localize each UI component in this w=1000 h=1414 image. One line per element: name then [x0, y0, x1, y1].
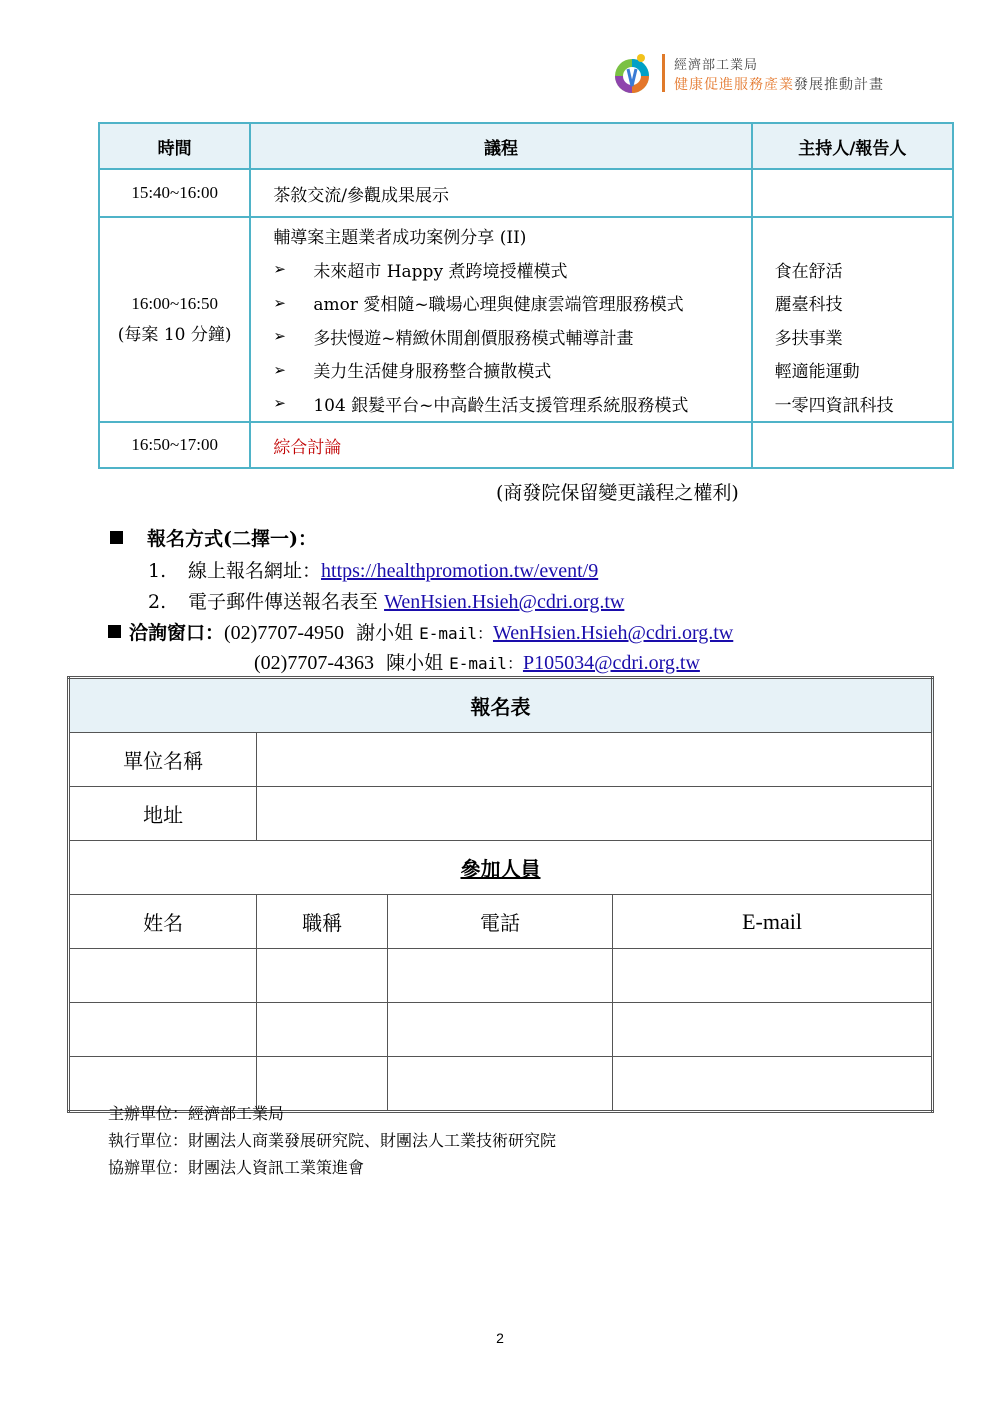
- participants-heading: [69, 841, 933, 895]
- presenter-name: 輕適能運動: [774, 362, 860, 383]
- presenter-name: 一零四資訊科技: [774, 395, 894, 416]
- header-divider: [662, 54, 665, 92]
- co-organizer-line: 協辦單位：財團法人資訊工業策進會: [108, 1158, 365, 1177]
- contact-phone: (02)7707-4363: [254, 652, 374, 674]
- agenda-topic: [250, 217, 751, 422]
- case-title: amor 愛相隨~職場心理與健康雲端管理服務模式: [313, 295, 684, 316]
- table-row: [69, 787, 933, 841]
- col-presenter-header: 主持人/報告人: [752, 123, 953, 169]
- case-title: 美力生活健身服務整合擴散模式: [313, 362, 552, 383]
- agenda-presenter: [752, 169, 953, 217]
- presenter-name: 麗臺科技: [774, 295, 843, 316]
- email-cell[interactable]: [613, 949, 933, 1003]
- header-program-highlight: 健康促進服務產業: [674, 77, 794, 93]
- form-title: 報名表: [69, 678, 933, 733]
- email-cell[interactable]: [613, 1057, 933, 1112]
- table-row: [99, 169, 953, 217]
- contact-email-link[interactable]: P105034@cdri.org.tw: [522, 652, 700, 674]
- agenda-presenter: [752, 217, 953, 422]
- contact-name: 陳小姐: [386, 652, 444, 674]
- arrow-bullet-icon: ➢: [273, 360, 286, 379]
- name-cell[interactable]: [69, 1003, 257, 1057]
- agenda-presenter: [752, 422, 953, 468]
- table-row: [99, 422, 953, 468]
- arrow-bullet-icon: ➢: [273, 293, 286, 312]
- list-item: [273, 253, 749, 287]
- registration-form-table: [67, 676, 934, 1113]
- organizer-line: 主辦單位：經濟部工業局: [108, 1104, 285, 1123]
- agenda-topic: 綜合討論: [250, 422, 751, 468]
- phone-cell[interactable]: [387, 1003, 612, 1057]
- agenda-header-row: [99, 123, 953, 169]
- contact-name: 謝小姐: [356, 622, 414, 644]
- agenda-time-range: 16:00~16:50: [131, 294, 218, 313]
- list-item: [273, 286, 749, 320]
- table-row: [69, 949, 933, 1003]
- col-email-header: E-mail: [613, 895, 933, 949]
- address-field[interactable]: [257, 787, 933, 841]
- header-program: [674, 74, 884, 94]
- step-label: 電子郵件傳送報名表至: [188, 591, 379, 613]
- col-title-header: 職稱: [257, 895, 388, 949]
- table-row: [69, 1003, 933, 1057]
- contact-line-2: [254, 648, 700, 675]
- footer-organizers: [108, 1100, 556, 1181]
- registration-title: 報名方式(二擇一)：: [147, 528, 317, 550]
- step-number: 1.: [148, 560, 167, 582]
- agenda-time: 15:40~16:00: [99, 169, 250, 217]
- registration-url-link[interactable]: https://healthpromotion.tw/event/9: [321, 560, 599, 582]
- address-label: 地址: [69, 787, 257, 841]
- title-cell[interactable]: [257, 949, 388, 1003]
- unit-name-field[interactable]: [257, 733, 933, 787]
- contact-line-1: [108, 618, 733, 645]
- case-title: 未來超市 Happy 煮跨境授權模式: [313, 261, 568, 282]
- unit-name-label: 單位名稱: [69, 733, 257, 787]
- case-title: 104 銀髮平台~中高齡生活支援管理系統服務模式: [313, 395, 689, 416]
- arrow-bullet-icon: ➢: [273, 394, 286, 413]
- header-program-rest: 發展推動計畫: [794, 77, 884, 93]
- program-logo-icon: [610, 52, 654, 96]
- executor-line: 執行單位：財團法人商業發展研究院、財團法人工業技術研究院: [108, 1131, 557, 1150]
- table-row: [69, 733, 933, 787]
- name-cell[interactable]: [69, 949, 257, 1003]
- email-cell[interactable]: [613, 1003, 933, 1057]
- agenda-topic: 茶敘交流/參觀成果展示: [250, 169, 751, 217]
- arrow-bullet-icon: ➢: [273, 260, 286, 279]
- agenda-time: 16:50~17:00: [99, 422, 250, 468]
- email-label: E-mail：: [419, 624, 493, 643]
- registration-step-2: [148, 587, 624, 614]
- col-phone-header: 電話: [387, 895, 612, 949]
- table-row: [99, 217, 953, 422]
- list-item: [273, 353, 749, 387]
- phone-cell[interactable]: [387, 949, 612, 1003]
- list-item: [273, 320, 749, 354]
- agenda-table: [98, 122, 954, 469]
- presenter-spacer: [775, 219, 951, 253]
- email-label: E-mail：: [449, 654, 523, 673]
- contact-email-link[interactable]: WenHsien.Hsieh@cdri.org.tw: [492, 622, 734, 644]
- contact-label: 洽詢窗口：: [129, 622, 225, 644]
- contact-phone: (02)7707-4950: [224, 622, 344, 644]
- square-bullet-icon: [108, 625, 121, 638]
- registration-step-1: [148, 556, 598, 583]
- presenter-name: 食在舒活: [774, 261, 843, 282]
- col-time-header: 時間: [99, 123, 250, 169]
- page-number: 2: [496, 1330, 504, 1346]
- header-org: 經濟部工業局: [674, 58, 759, 73]
- participants-header-row: [69, 895, 933, 949]
- agenda-time: [99, 217, 250, 422]
- col-topic-header: 議程: [250, 123, 751, 169]
- agenda-change-note: (商發院保留變更議程之權利): [496, 482, 739, 504]
- square-bullet-icon: [110, 531, 123, 544]
- participants-label: 參加人員: [460, 857, 541, 881]
- page-header: [610, 50, 910, 100]
- list-item: [273, 387, 749, 421]
- registration-heading: [110, 524, 317, 551]
- step-label: 線上報名網址：: [188, 560, 322, 582]
- arrow-bullet-icon: ➢: [273, 327, 286, 346]
- case-title: 多扶慢遊~精緻休閒創價服務模式輔導計畫: [313, 328, 634, 349]
- agenda-time-note: (每案 10 分鐘): [117, 325, 232, 345]
- presenter-name: 多扶事業: [774, 328, 843, 349]
- title-cell[interactable]: [257, 1003, 388, 1057]
- agenda-topic-title: 輔導案主題業者成功案例分享 (II): [273, 228, 527, 249]
- step-number: 2.: [148, 591, 167, 613]
- registration-email-link[interactable]: WenHsien.Hsieh@cdri.org.tw: [384, 591, 625, 613]
- col-name-header: 姓名: [69, 895, 257, 949]
